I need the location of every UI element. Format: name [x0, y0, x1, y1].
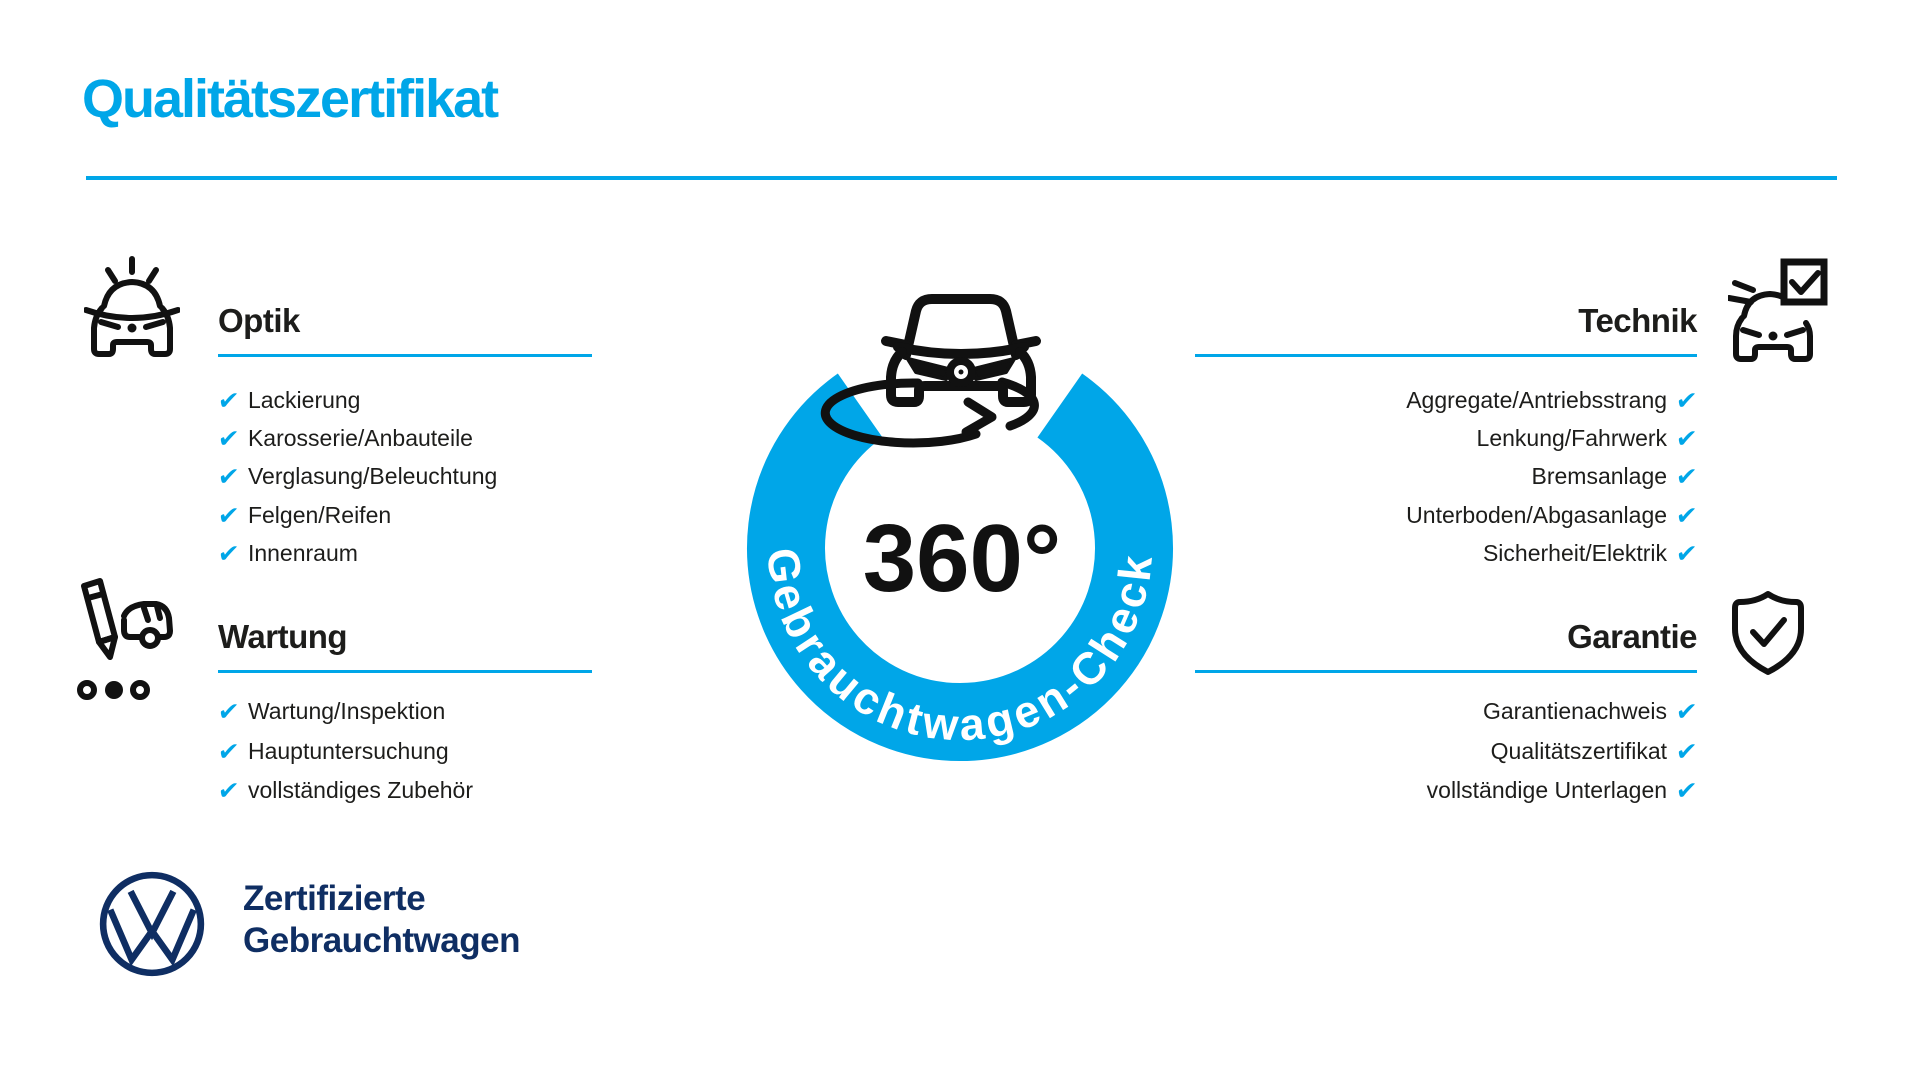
list-item-label: Wartung/Inspektion: [247, 698, 446, 725]
list-item: [218, 419, 497, 457]
list-item-label: Innenraum: [247, 539, 358, 566]
list-item-label: vollständiges Zubehör: [247, 777, 473, 804]
page-title: Qualitätszertifikat: [82, 69, 498, 129]
check-icon: ✔: [216, 697, 241, 727]
garantie-list: [1095, 692, 1697, 811]
check-icon: ✔: [216, 385, 241, 415]
list-item: [1095, 534, 1697, 572]
list-item: [218, 692, 473, 732]
list-item: [1095, 458, 1697, 496]
shield-check-icon: [1728, 588, 1808, 680]
check-icon: ✔: [1674, 538, 1699, 568]
section-title-garantie: Garantie: [1567, 618, 1697, 655]
list-item-label: Felgen/Reifen: [247, 501, 392, 528]
list-item-label: Hauptuntersuchung: [247, 737, 449, 764]
brand-line-2: Gebrauchtwagen: [243, 921, 520, 960]
check-icon: ✔: [1674, 500, 1699, 530]
list-item: [218, 732, 473, 772]
check-icon: ✔: [1674, 385, 1699, 415]
check-icon: ✔: [216, 736, 241, 766]
check-icon: ✔: [1674, 736, 1699, 766]
brand-line-1: Zertifizierte: [243, 879, 426, 918]
badge-ring-label: Gebrauchtwagen-Check: [757, 545, 1163, 751]
list-item-label: Garantienachweis: [1482, 698, 1668, 725]
list-item-label: Qualitätszertifikat: [1490, 737, 1668, 764]
check-icon: ✔: [216, 538, 241, 568]
check-icon: ✔: [1674, 423, 1699, 453]
check-icon: ✔: [216, 500, 241, 530]
list-item: [218, 381, 497, 419]
optik-rule: [218, 354, 592, 357]
list-item: [1095, 692, 1697, 732]
list-item-label: Verglasung/Beleuchtung: [247, 463, 498, 490]
technik-list: [1095, 381, 1697, 572]
shiny-car-icon: [84, 252, 180, 362]
technik-rule: [1195, 354, 1697, 357]
list-item-label: Lenkung/Fahrwerk: [1476, 424, 1668, 451]
title-underline: [86, 176, 1837, 180]
vw-logo: [96, 868, 208, 980]
check-icon: ✔: [1674, 697, 1699, 727]
car-checkbox-icon: [1728, 258, 1830, 364]
check-icon: ✔: [1674, 776, 1699, 806]
list-item: [1095, 496, 1697, 534]
brand-wordmark: [243, 878, 520, 962]
check-icon: ✔: [216, 462, 241, 492]
garantie-rule: [1195, 670, 1697, 673]
list-item-label: Sicherheit/Elektrik: [1482, 539, 1668, 566]
check-icon: ✔: [216, 776, 241, 806]
wartung-list: [218, 692, 473, 811]
list-item: [1095, 732, 1697, 772]
list-item-label: Aggregate/Antriebsstrang: [1406, 386, 1668, 413]
list-item: [218, 771, 473, 811]
list-item: [1095, 419, 1697, 457]
service-pencil-car-icon: [72, 576, 174, 704]
list-item-label: Lackierung: [247, 386, 361, 413]
section-title-technik: Technik: [1578, 302, 1697, 339]
list-item: [1095, 381, 1697, 419]
list-item: [218, 534, 497, 572]
list-item-label: Bremsanlage: [1531, 463, 1668, 490]
list-item: [218, 458, 497, 496]
section-title-optik: Optik: [218, 302, 300, 339]
list-item: [218, 496, 497, 534]
list-item-label: Karosserie/Anbauteile: [247, 424, 473, 451]
check-icon: ✔: [216, 423, 241, 453]
section-title-wartung: Wartung: [218, 618, 348, 655]
badge-center-label: 360°: [862, 505, 1062, 612]
optik-list: [218, 381, 497, 572]
list-item-label: Unterboden/Abgasanlage: [1406, 501, 1668, 528]
wartung-rule: [218, 670, 592, 673]
check-icon: ✔: [1674, 462, 1699, 492]
list-item-label: vollständige Unterlagen: [1426, 777, 1668, 804]
list-item: [1095, 771, 1697, 811]
